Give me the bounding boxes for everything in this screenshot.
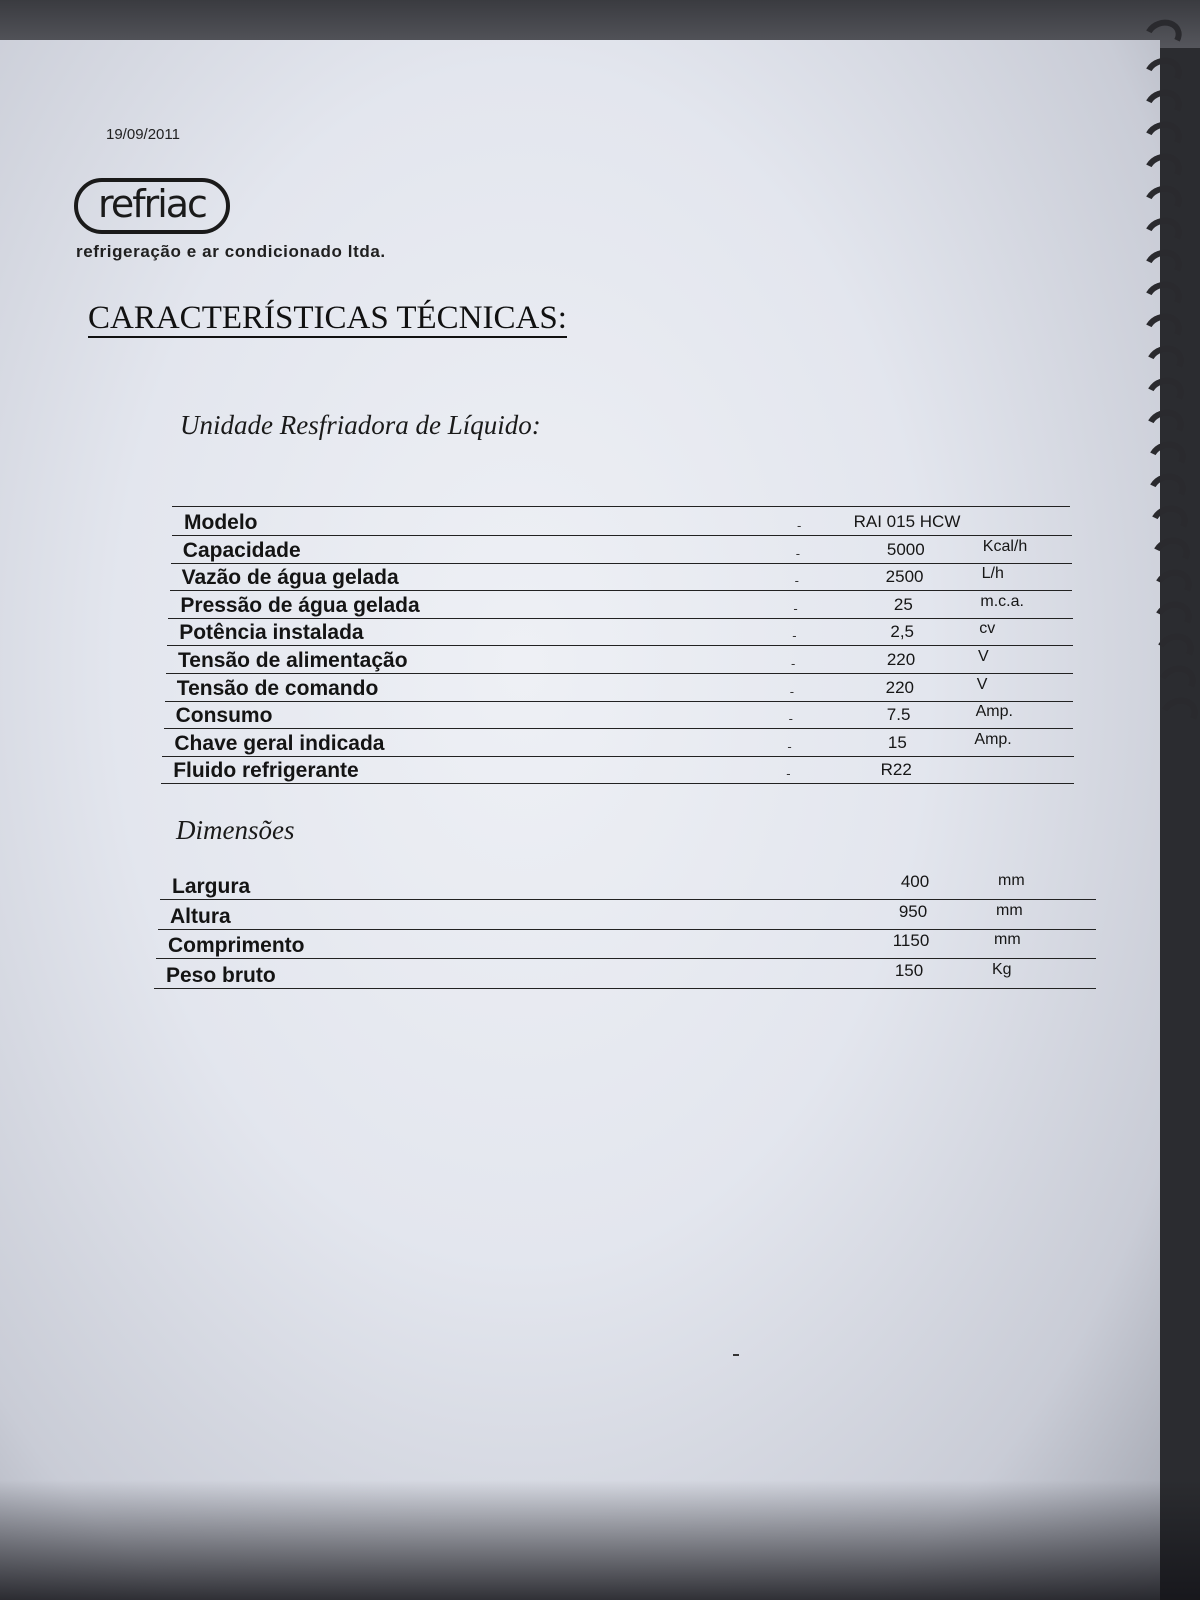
- spec-label: Modelo: [184, 511, 258, 534]
- spec-value: 220: [886, 650, 916, 669]
- spec-value: 220: [885, 677, 914, 697]
- spec-dash: -: [787, 738, 792, 754]
- spec-label: Pressão de água gelada: [180, 593, 420, 617]
- spec-row: [164, 701, 1074, 729]
- page-heading: CARACTERÍSTICAS TÉCNICAS:: [88, 300, 567, 338]
- dimension-label: Altura: [170, 904, 231, 928]
- row-rule: [160, 899, 1096, 900]
- spec-dash: -: [788, 711, 793, 727]
- spec-label: Consumo: [175, 704, 273, 728]
- spec-dash: -: [794, 573, 799, 589]
- spec-label: Tensão de alimentação: [178, 649, 408, 672]
- document-page: [0, 40, 1160, 1600]
- stray-mark: [733, 1354, 739, 1356]
- row-rule: [154, 988, 1096, 989]
- spec-unit: cv: [979, 620, 996, 638]
- dimension-row: [158, 902, 1096, 930]
- dimension-label: Largura: [172, 875, 251, 898]
- dimension-unit: mm: [996, 901, 1023, 919]
- row-rule: [158, 929, 1096, 930]
- spec-unit: Amp.: [974, 730, 1012, 748]
- spec-dash: -: [797, 518, 802, 533]
- document-date: 19/09/2011: [106, 126, 180, 143]
- spec-label: Potência instalada: [179, 621, 364, 645]
- spec-unit: L/h: [981, 565, 1004, 583]
- spec-row: [172, 508, 1072, 536]
- logo-text: refriac: [98, 182, 206, 226]
- spec-dash: -: [789, 683, 795, 699]
- spec-row: [166, 646, 1073, 674]
- company-logo: [74, 178, 230, 234]
- spec-row: [165, 674, 1073, 702]
- spec-unit: Amp.: [975, 703, 1013, 721]
- dimension-value: 950: [898, 901, 928, 921]
- section-title-unit: Unidade Resfriadora de Líquido:: [180, 410, 541, 440]
- spec-row: [171, 536, 1072, 564]
- dimension-value: 150: [894, 960, 924, 980]
- dimension-row: [154, 961, 1096, 989]
- spec-dash: -: [791, 656, 796, 671]
- spec-dash: -: [795, 545, 801, 561]
- section-title-dimensions: Dimensões: [176, 815, 295, 845]
- spec-dash: -: [786, 766, 791, 782]
- dimension-label: Comprimento: [168, 934, 305, 957]
- spec-value: 2,5: [890, 622, 914, 642]
- spec-value: 25: [893, 594, 913, 614]
- spec-unit: V: [978, 648, 989, 665]
- dimension-unit: mm: [994, 931, 1021, 948]
- spec-row: [162, 729, 1073, 757]
- spec-label: Capacidade: [182, 538, 301, 562]
- spec-value: 15: [887, 732, 907, 752]
- spec-unit: m.c.a.: [980, 592, 1024, 610]
- spiral-binding: [1140, 20, 1200, 740]
- dimension-unit: Kg: [992, 960, 1012, 978]
- spec-label: Tensão de comando: [176, 676, 379, 700]
- spec-value: 2500: [885, 567, 924, 587]
- bottom-shadow: [0, 1480, 1200, 1600]
- spec-dash: -: [792, 628, 797, 644]
- spec-row: [161, 756, 1074, 784]
- spec-label: Fluido refrigerante: [173, 759, 359, 783]
- spec-dash: -: [793, 600, 798, 616]
- spec-row: [170, 563, 1073, 591]
- dimension-unit: mm: [998, 872, 1025, 889]
- spec-value: RAI 015 HCW: [853, 512, 961, 531]
- row-rule: [156, 958, 1096, 959]
- spec-label: Chave geral indicada: [174, 731, 385, 755]
- spec-value: R22: [880, 760, 912, 780]
- dimension-label: Peso bruto: [166, 963, 276, 987]
- dimension-row: [160, 872, 1096, 900]
- dimension-value: 1150: [892, 931, 930, 950]
- table-top-rule: [172, 506, 1070, 507]
- spec-row: [168, 591, 1072, 619]
- dimension-row: [156, 931, 1096, 959]
- spec-value: 5000: [886, 539, 925, 559]
- spec-label: Vazão de água gelada: [181, 566, 399, 590]
- company-tagline: refrigeração e ar condicionado ltda.: [76, 242, 386, 261]
- spec-value: 7.5: [886, 705, 911, 725]
- spec-unit: Kcal/h: [982, 537, 1028, 555]
- dimension-value: 400: [900, 872, 930, 891]
- spec-unit: V: [976, 675, 988, 693]
- row-rule: [161, 783, 1074, 784]
- spec-row: [167, 618, 1073, 646]
